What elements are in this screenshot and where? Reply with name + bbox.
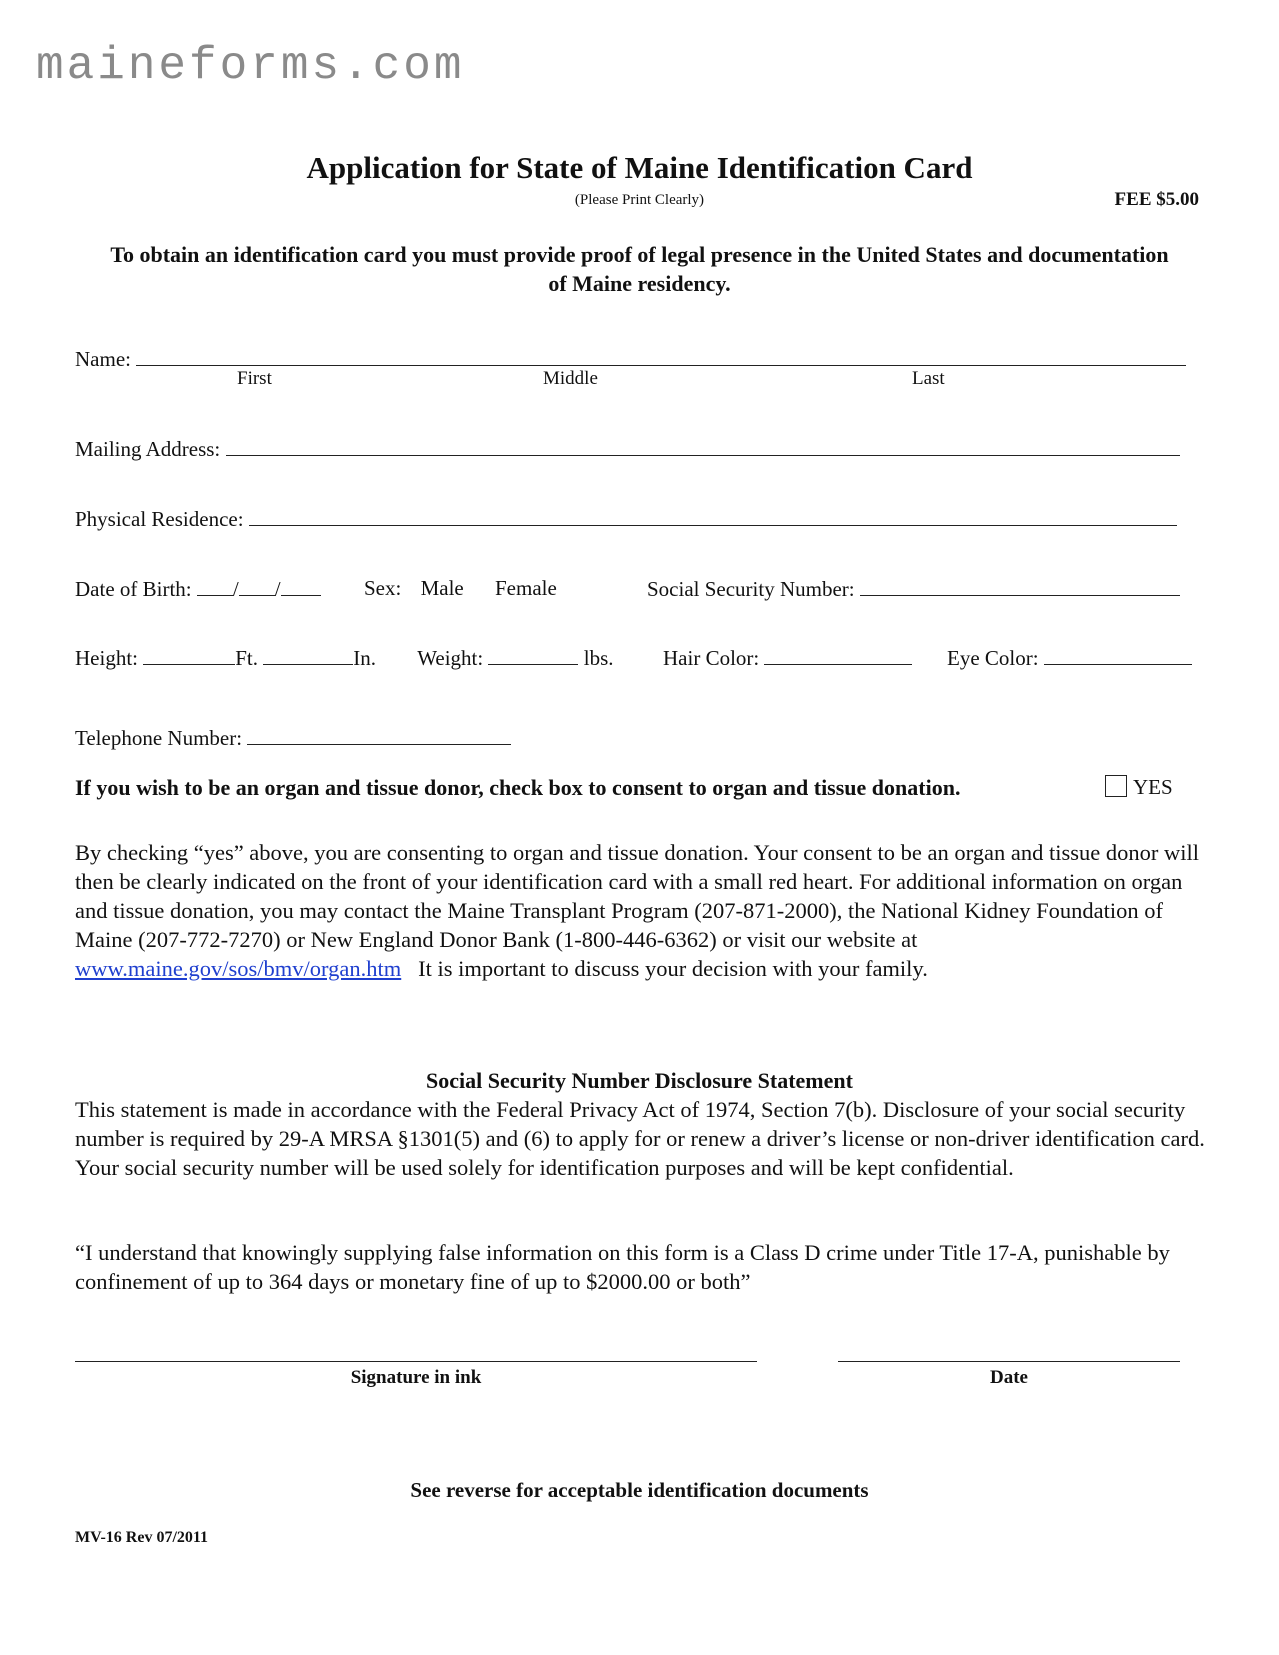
ssn-disclosure-body: This statement is made in accordance with the Federal Privacy Act of 1974, Section 7(b). Disclosure of your social security number is required by 29-A MRSA §1301(5) and (6) to apply for or renew a driver’s license or non-driver identification card. Your social security number will be used solely for identification purposes and will be kept confidential. [75, 1097, 1205, 1180]
eye-color-input[interactable] [1044, 644, 1192, 665]
signature-input-line[interactable] [75, 1360, 757, 1362]
organ-donor-info-text: By checking “yes” above, you are consenting to organ and tissue donation. Your consent to be an organ and tissue donor will then be clearly indicated on the front of your identification card with a small red heart. For additional information on organ and tissue donation, you may contact the Maine Transplant Program (207-871-2000), the National Kidney Foundation of Maine (207-772-7270) or New England Donor Bank (1-800-446-6362) or visit our website at [75, 840, 1199, 952]
weight-unit: lbs. [583, 646, 614, 670]
dob-separator: / [232, 577, 239, 601]
date-label: Date [990, 1367, 1028, 1388]
reverse-note: See reverse for acceptable identification documents [410, 1478, 869, 1502]
certification-statement: “I understand that knowingly supplying false information on this form is a Class D crime under Title 17-A, punishable by confinement of up to 364 days or monetary fine of up to $2000.00 or both” [75, 1240, 1170, 1294]
name-last-caption: Last [912, 368, 945, 389]
telephone-label: Telephone Number: [75, 726, 243, 750]
ssn-disclosure-heading: Social Security Number Disclosure Statement [426, 1068, 853, 1093]
height-label: Height: [75, 646, 138, 670]
dob-month-input[interactable] [197, 575, 233, 596]
telephone-input-line[interactable] [247, 724, 511, 745]
form-title: Application for State of Maine Identification Card [306, 150, 973, 185]
mailing-address-input-line[interactable] [226, 435, 1180, 456]
form-subtitle: (Please Print Clearly) [574, 192, 705, 208]
mailing-address-label: Mailing Address: [75, 437, 221, 461]
organ-donor-prompt: If you wish to be an organ and tissue donor, check box to consent to organ and tissue donation. [75, 775, 961, 800]
physical-residence-row [75, 505, 1200, 532]
height-inches-unit: In. [353, 646, 377, 670]
organ-donor-website-link[interactable]: www.maine.gov/sos/bmv/organ.htm [75, 956, 402, 981]
dob-day-input[interactable] [239, 575, 275, 596]
sex-male-option[interactable]: Male [420, 576, 464, 600]
name-middle-caption: Middle [543, 368, 598, 389]
eye-color-field [947, 644, 1192, 671]
dob-year-input[interactable] [281, 575, 321, 596]
organ-donor-info [75, 838, 1205, 983]
fee-label: FEE $5.00 [1114, 189, 1199, 210]
organ-donor-checkbox[interactable] [1105, 775, 1127, 797]
weight-input[interactable] [488, 644, 578, 665]
site-watermark: maineforms.com [36, 40, 465, 92]
eye-color-label: Eye Color: [947, 646, 1039, 670]
organ-donor-consent [1105, 775, 1173, 800]
name-label: Name: [75, 347, 131, 371]
sex-label: Sex: [364, 576, 402, 600]
ssn-input-line[interactable] [860, 575, 1180, 596]
telephone-row [75, 724, 1200, 751]
height-feet-input[interactable] [143, 644, 235, 665]
physical-residence-input-line[interactable] [249, 505, 1177, 526]
physical-residence-label: Physical Residence: [75, 507, 244, 531]
mailing-address-row [75, 435, 1200, 462]
hair-color-field [663, 644, 912, 671]
dob-separator: / [274, 577, 281, 601]
ssn-field [647, 575, 1180, 602]
date-input-line[interactable] [838, 1360, 1180, 1362]
hair-color-label: Hair Color: [663, 646, 760, 670]
sex-female-option[interactable]: Female [495, 576, 557, 600]
weight-label: Weight: [417, 646, 484, 670]
form-number: MV-16 Rev 07/2011 [75, 1529, 209, 1546]
name-input-line[interactable] [136, 345, 1186, 366]
hair-color-input[interactable] [764, 644, 912, 665]
name-first-caption: First [237, 368, 272, 389]
organ-donor-info-closing: It is important to discuss your decision with your family. [418, 956, 928, 981]
ssn-label: Social Security Number: [647, 577, 855, 601]
sex-field [364, 575, 557, 601]
intro-instructions: To obtain an identification card you must provide proof of legal presence in the United States and documentation of Maine residency. [110, 242, 1169, 296]
height-feet-unit: Ft. [235, 646, 259, 670]
organ-donor-yes-label: YES [1133, 775, 1173, 799]
signature-label: Signature in ink [350, 1367, 482, 1388]
height-inches-input[interactable] [263, 644, 353, 665]
dob-label: Date of Birth: [75, 577, 192, 601]
